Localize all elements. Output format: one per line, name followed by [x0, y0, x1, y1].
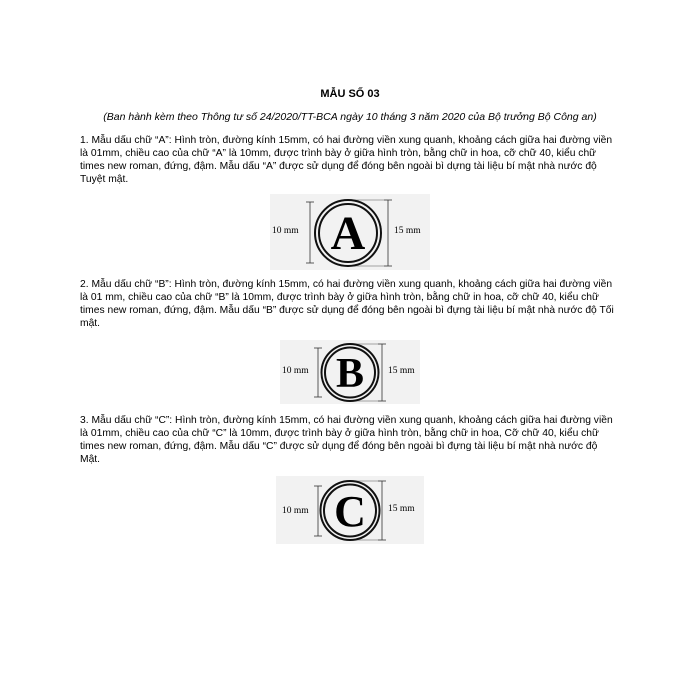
stamp-a-figure	[270, 194, 430, 270]
stamp-c-description: 3. Mẫu dấu chữ “C”: Hình tròn, đường kính 15mm, có hai đường viền xung quanh, khoảng cách giữa hai đường viền là 01mm, chiều cao của chữ “C” là 10mm, được trình bày ở giữa hình tròn, bằng chữ in hoa, Cỡ chữ 40, kiểu chữ times new roman, đứng, đậm. Mẫu dấu “C” được sử dụng để đóng bên ngoài bì đựng tài liệu bí mật nhà nước độ Mật.	[80, 415, 613, 465]
document-title: MẪU SỐ 03	[320, 88, 380, 100]
stamp-b-label-left: 10 mm	[282, 366, 309, 376]
stamp-a-letter: A	[330, 207, 366, 260]
document-subtitle: (Ban hành kèm theo Thông tư số 24/2020/TT-BCA ngày 10 tháng 3 năm 2020 của Bộ trưởng Bộ Công an)	[103, 111, 597, 123]
stamp-a-label-left: 10 mm	[272, 226, 299, 236]
stamp-b-figure	[280, 340, 420, 404]
stamp-c-figure	[276, 476, 424, 544]
document-page	[80, 88, 620, 544]
stamp-b-description: 2. Mẫu dấu chữ “B”: Hình tròn, đường kính 15mm, có hai đường viền xung quanh, khoảng cách giữa hai đường viền là 01 mm, chiều cao của chữ “B” là 10mm, được trình bày ở giữa hình tròn, bằng chữ in hoa, cỡ chữ 40, kiểu chữ times new roman, đứng, đậm. Mẫu dấu “B” được sử dụng để đóng bên ngoài bì đựng tài liệu bí mật nhà nước độ Tối mật.	[80, 279, 614, 329]
stamp-c-label-left: 10 mm	[282, 506, 309, 516]
stamp-c-label-right: 15 mm	[388, 504, 415, 514]
stamp-a-description: 1. Mẫu dấu chữ “A”: Hình tròn, đường kính 15mm, có hai đường viền xung quanh, khoảng cách giữa hai đường viền là 01mm, chiều cao của chữ “A” là 10mm, được trình bày ở giữa hình tròn, bằng chữ in hoa, cỡ chữ 40, kiểu chữ times new roman, đứng, đậm. Mẫu dấu “A” được sử dụng để đóng bên ngoài bì dựng tài liệu bí mật nhà nước độ Tuyệt mật.	[80, 135, 613, 185]
stamp-b-label-right: 15 mm	[388, 366, 415, 376]
stamp-b-letter: B	[335, 351, 365, 397]
stamp-a-label-right: 15 mm	[394, 226, 421, 236]
stamp-c-letter: C	[334, 487, 366, 536]
